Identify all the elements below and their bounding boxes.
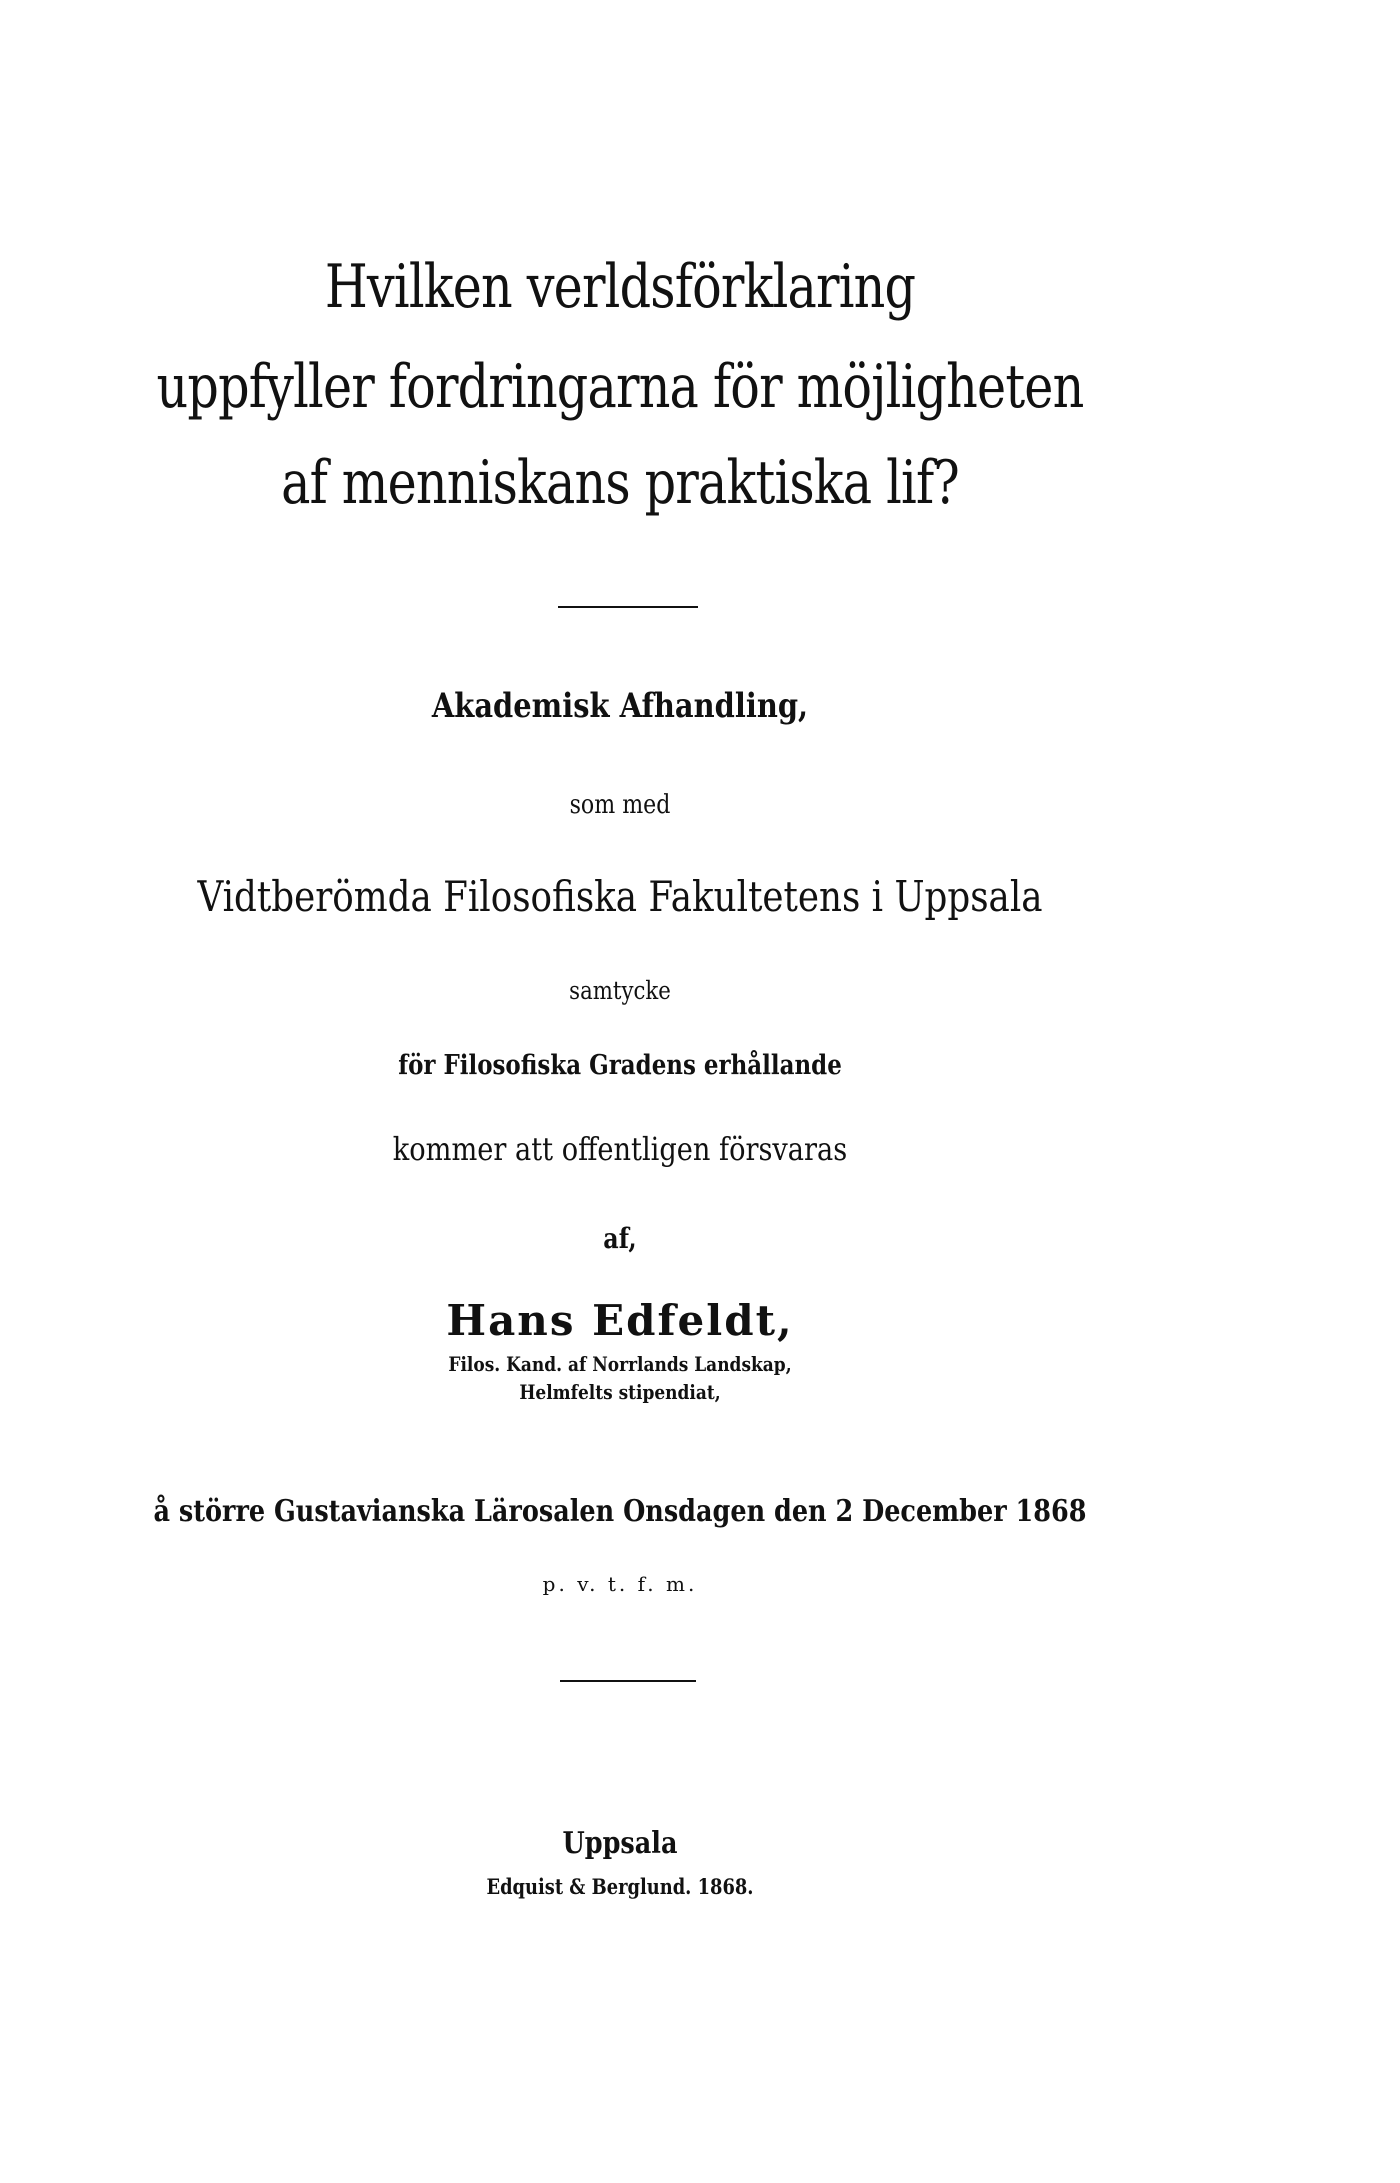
divider-top bbox=[558, 606, 698, 608]
imprint-printer: Edquist & Berglund. 1868. bbox=[486, 1874, 754, 1899]
title-line-3: af menniskans praktiska lif? bbox=[281, 448, 959, 518]
title-line-2: uppfyller fordringarna för möjligheten bbox=[156, 352, 1084, 422]
subtitle: Akademisk Afhandling, bbox=[431, 686, 809, 726]
author-desc-1: Filos. Kand. af Norrlands Landskap, bbox=[448, 1352, 792, 1376]
kommer-text: kommer att offentligen försvaras bbox=[392, 1130, 848, 1168]
venue-text: å större Gustavianska Lärosalen Onsdagen den 2 December 1868 bbox=[153, 1494, 1087, 1529]
gradens-text: för Filosofiska Gradens erhållande bbox=[398, 1050, 842, 1081]
som-med-text: som med bbox=[569, 790, 671, 820]
divider-bottom bbox=[560, 1680, 696, 1682]
samtycke-text: samtycke bbox=[569, 976, 671, 1005]
time-text: p. v. t. f. m. bbox=[542, 1572, 698, 1596]
faculty-text: Vidtberömda Filosofiska Fakultetens i Uppsala bbox=[197, 872, 1043, 921]
author-name: Hans Edfeldt, bbox=[446, 1296, 794, 1345]
title-line-1: Hvilken verldsförklaring bbox=[324, 252, 916, 322]
imprint-city: Uppsala bbox=[562, 1826, 678, 1861]
author-desc-2: Helmfelts stipendiat, bbox=[519, 1380, 721, 1404]
af-text: af, bbox=[603, 1222, 637, 1255]
